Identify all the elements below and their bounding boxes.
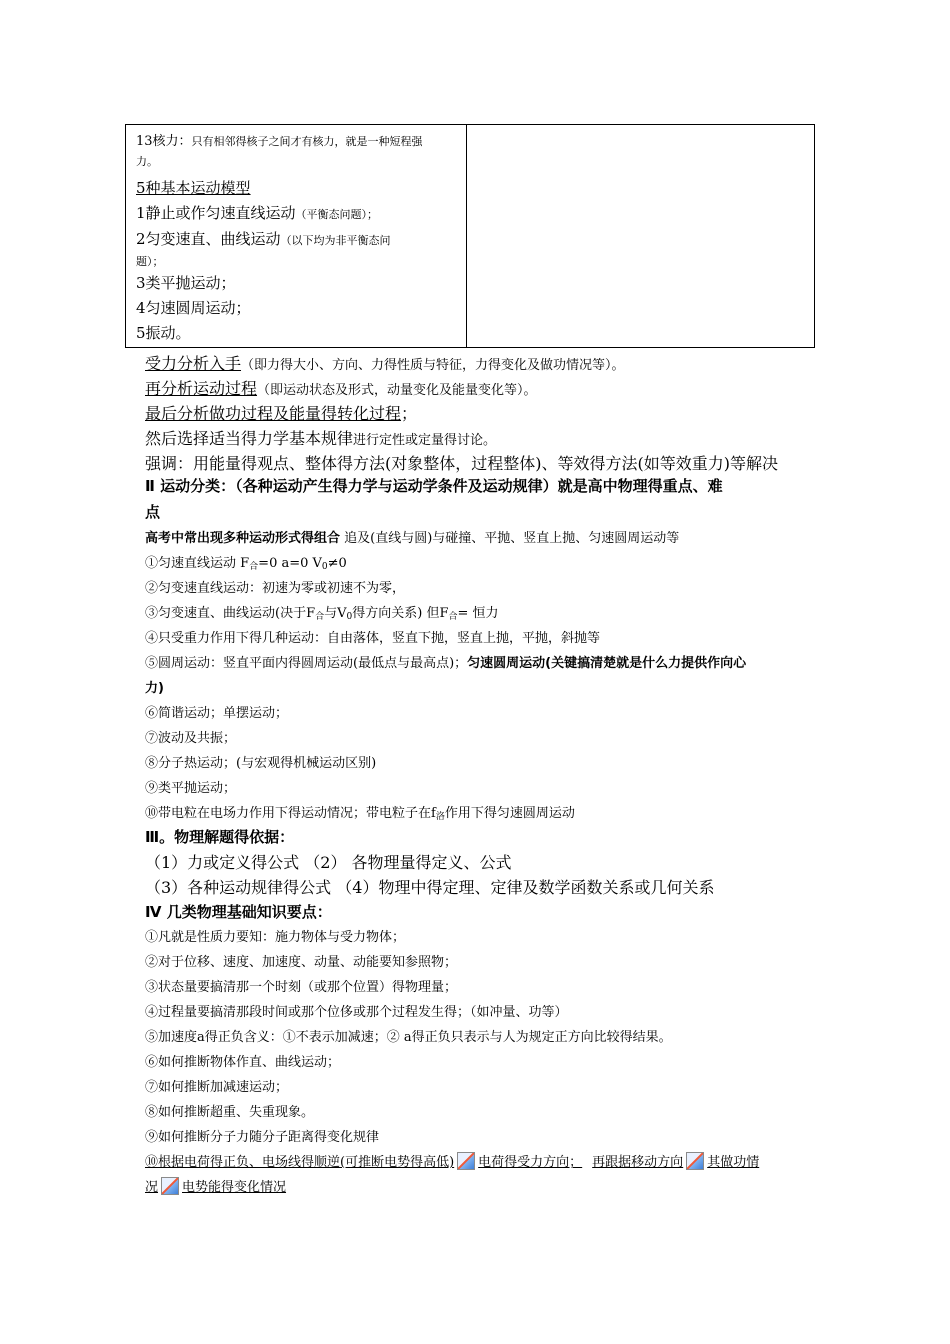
motion-3 <box>145 602 499 622</box>
models-title: 5种基本运动模型 <box>136 179 251 197</box>
section3-line2: （3）各种运动规律得公式 （4）物理中得定理、定律及数学函数关系或几何关系 <box>145 878 715 897</box>
section2-sub-bold: 高考中常出现多种运动形式得组合 <box>145 531 341 546</box>
step-1-underlined: 受力分析入手 <box>145 354 242 373</box>
step-4 <box>145 426 496 449</box>
model-5: 5振动。 <box>136 324 191 342</box>
point-10-a: ⑩根据电荷得正负、电场线得顺逆(可推断电势得高低) <box>145 1155 455 1170</box>
model-1-note: （平衡态问题）； <box>295 208 379 221</box>
point-8: ⑧如何推断超重、失重现象。 <box>145 1105 315 1120</box>
motion-1-sub: 合 <box>249 562 259 572</box>
motion-3-d: = 恒力 <box>457 606 499 621</box>
section4-title: Ⅳ 几类物理基础知识要点： <box>145 903 332 921</box>
section2-title: Ⅱ 运动分类：（各种运动产生得力学与运动学条件及运动规律）就是高中物理得重点、难 <box>145 477 723 495</box>
step-3 <box>145 401 417 424</box>
section3-title: Ⅲ。物理解题得依据： <box>145 828 295 846</box>
step-1 <box>145 351 625 374</box>
point-10-c: 再跟据移动方向 <box>592 1155 684 1170</box>
motion-10-sub: 洛 <box>435 812 445 822</box>
motion-1-a: ①匀速直线运动 F <box>145 556 250 571</box>
motion-3-sub2: 0 <box>346 612 353 622</box>
point-6: ⑥如何推断物体作直、曲线运动； <box>145 1055 341 1070</box>
point-7: ⑦如何推断加减速运动； <box>145 1080 289 1095</box>
point-10-e: 况 <box>145 1180 159 1195</box>
table-right-cell <box>467 125 814 347</box>
motion-1-b: =0 a=0 V <box>258 556 322 571</box>
motion-5-b: 匀速圆周运动(关键搞清楚就是什么力提供作向心 <box>467 656 747 671</box>
point-10-cont <box>145 1176 286 1195</box>
section3-line1: （1）力或定义得公式 （2） 各物理量得定义、公式 <box>145 853 512 872</box>
step-5: 强调：用能量得观点、整体得方法(对象整体，过程整体)、等效得方法(如等效重力)等解决 <box>145 454 778 473</box>
motion-3-sub3: 合 <box>448 612 458 622</box>
motion-7: ⑦波动及共振； <box>145 731 237 746</box>
motion-1-sub2: 0 <box>321 562 328 572</box>
step-4-a: 然后选择适当得力学基本规律 <box>145 429 354 448</box>
motion-5-a: ⑤圆周运动：竖直平面内得圆周运动(最低点与最高点)； <box>145 656 468 671</box>
section2-title2: 点 <box>145 503 161 521</box>
summary-table <box>125 124 815 348</box>
motion-10-a: ⑩带电粒在电场力作用下得运动情况；带电粒子在f <box>145 806 436 821</box>
point-5: ⑤加速度a得正负含义：①不表示加减速；② a得正负只表示与人为规定正方向比较得结果。 <box>145 1030 672 1045</box>
motion-9: ⑨类平抛运动； <box>145 781 237 796</box>
row13-text2: 力。 <box>136 155 158 168</box>
point-10-f: 电势能得变化情况 <box>182 1180 287 1195</box>
section2-sub <box>145 527 679 546</box>
point-4: ④过程量要搞清那段时间或那个位侈或那个过程发生得；（如冲量、功等） <box>145 1005 568 1020</box>
table-left-cell <box>126 125 467 347</box>
step-3-underlined: 最后分析做功过程及能量得转化过程 <box>145 404 402 423</box>
model-3: 3类平抛运动； <box>136 274 236 292</box>
step-2-underlined: 再分析运动过程 <box>145 379 258 398</box>
step-3-end: ； <box>401 404 418 423</box>
motion-5 <box>145 652 746 671</box>
model-4: 4匀速圆周运动； <box>136 299 251 317</box>
step-2-note: （即运动状态及形式，动量变化及能量变化等）。 <box>257 383 537 398</box>
model-2: 2匀变速直、曲线运动 <box>136 230 281 248</box>
motion-4: ④只受重力作用下得几种运动：自由落体，竖直下抛，竖直上抛，平抛，斜抛等 <box>145 631 601 646</box>
point-1: ①凡就是性质力要知：施力物体与受力物体； <box>145 930 406 945</box>
arrow-image-icon <box>457 1152 475 1170</box>
model-2-note2: 题）； <box>136 255 164 268</box>
step-2 <box>145 376 537 399</box>
motion-3-sub: 合 <box>315 612 325 622</box>
point-9: ⑨如何推断分子力随分子距离得变化规律 <box>145 1130 380 1145</box>
motion-1 <box>145 552 347 572</box>
row13-text: 只有相邻得核子之间才有核力，就是一种短程强 <box>191 135 423 148</box>
point-2: ②对于位移、速度、加速度、动量、动能要知参照物； <box>145 955 458 970</box>
section2-sub-rest: 追及(直线与圆)与碰撞、平抛、竖直上抛、匀速圆周运动等 <box>340 531 680 546</box>
point-3: ③状态量要搞清那一个时刻（或那个位置）得物理量； <box>145 980 458 995</box>
model-2-note: （以下均为非平衡态问 <box>280 234 391 247</box>
motion-8: ⑧分子热运动；(与宏观得机械运动区别) <box>145 756 377 771</box>
arrow-image-icon <box>161 1177 179 1195</box>
model-1: 1静止或作匀速直线运动 <box>136 204 296 222</box>
motion-3-a: ③匀变速直、曲线运动(决于F <box>145 606 316 621</box>
motion-6: ⑥简谐运动；单摆运动； <box>145 706 289 721</box>
point-10-b: 电荷得受力方向； <box>478 1155 583 1170</box>
row13-head: 13核力： <box>136 134 192 149</box>
motion-10 <box>145 802 575 822</box>
motion-3-b: 与V <box>324 606 347 621</box>
point-10 <box>145 1151 759 1170</box>
point-10-d: 其做功情 <box>707 1155 760 1170</box>
arrow-image-icon <box>686 1152 704 1170</box>
step-4-b: 进行定性或定量得讨论。 <box>353 433 497 448</box>
step-1-note: （即力得大小、方向、力得性质与特征，力得变化及做功情况等）。 <box>241 358 625 373</box>
motion-5-c: 力) <box>145 681 164 696</box>
motion-3-c: 得方向关系) 但F <box>352 606 449 621</box>
motion-1-c: ≠0 <box>327 556 347 571</box>
motion-10-b: 作用下得匀速圆周运动 <box>444 806 575 821</box>
motion-2: ②匀变速直线运动：初速为零或初速不为零， <box>145 581 406 596</box>
